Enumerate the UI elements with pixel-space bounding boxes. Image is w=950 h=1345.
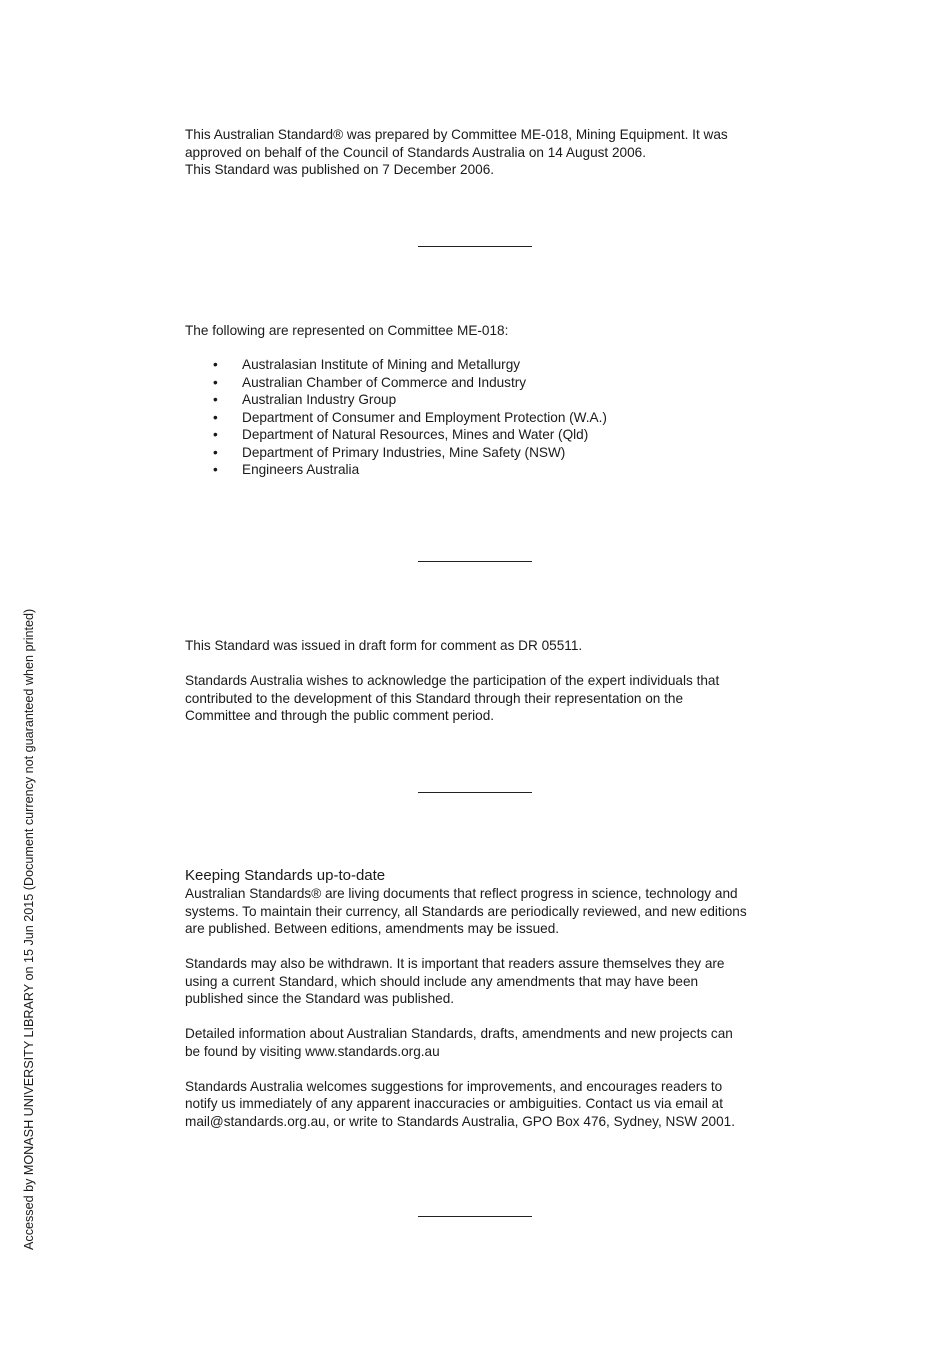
- bullet-icon: •: [213, 444, 218, 460]
- committee-member: Australasian Institute of Mining and Metallurgy: [242, 357, 521, 372]
- section-divider: [418, 561, 532, 562]
- committee-member: Department of Consumer and Employment Protection (W.A.): [242, 409, 607, 425]
- committee-member: Department of Primary Industries, Mine Safety (NSW): [242, 444, 566, 460]
- list-item: [185, 444, 607, 462]
- paragraph-line: be found by visiting www.standards.org.au: [185, 1043, 440, 1059]
- draft-notice: [185, 637, 785, 725]
- list-item: [185, 461, 607, 479]
- committee-intro: [185, 322, 785, 340]
- bullet-icon: •: [213, 357, 218, 372]
- preparation-notice: [185, 126, 785, 179]
- paragraph-line: notify us immediately of any apparent inaccuracies or ambiguities. Contact us via email at: [185, 1096, 723, 1111]
- preparation-line: This Australian Standard® was prepared by Committee ME-018, Mining Equipment. It was: [185, 127, 728, 142]
- bullet-icon: •: [213, 374, 218, 390]
- committee-member-list: [185, 356, 607, 479]
- section-divider: [418, 792, 532, 793]
- paragraph-line: published since the Standard was published.: [185, 991, 455, 1006]
- bullet-icon: •: [213, 392, 218, 407]
- bullet-icon: •: [213, 462, 218, 477]
- acknowledgement-line: Standards Australia wishes to acknowledge the participation of the expert individuals that: [185, 673, 720, 688]
- draft-issued-text: This Standard was issued in draft form for comment as DR 05511.: [185, 638, 583, 653]
- acknowledgement-line: Committee and through the public comment period.: [185, 708, 495, 723]
- committee-member: Australian Industry Group: [242, 392, 397, 407]
- section-heading: Keeping Standards up-to-date: [185, 867, 386, 884]
- list-item: [185, 374, 607, 392]
- list-item: [185, 356, 607, 374]
- paragraph-line: mail@standards.org.au, or write to Standards Australia, GPO Box 476, Sydney, NSW 2001.: [185, 1113, 736, 1129]
- committee-intro-text: The following are represented on Committee ME-018:: [185, 323, 509, 338]
- section-divider: [418, 246, 532, 247]
- preparation-line: This Standard was published on 7 December 2006.: [185, 162, 495, 177]
- acknowledgement-line: contributed to the development of this Standard through their representation on the: [185, 690, 684, 706]
- bullet-icon: •: [213, 427, 218, 442]
- committee-member: Engineers Australia: [242, 462, 360, 477]
- committee-member: Department of Natural Resources, Mines and Water (Qld): [242, 427, 589, 442]
- paragraph-line: Standards may also be withdrawn. It is important that readers assure themselves they are: [185, 956, 725, 971]
- preparation-line: approved on behalf of the Council of Standards Australia on 14 August 2006.: [185, 144, 647, 160]
- list-item: [185, 409, 607, 427]
- paragraph-line: are published. Between editions, amendments may be issued.: [185, 921, 560, 936]
- section-divider: [418, 1216, 532, 1217]
- uptodate-section: [185, 867, 785, 1130]
- access-notice: Accessed by MONASH UNIVERSITY LIBRARY on 15 Jun 2015 (Document currency not guaranteed when printed): [22, 608, 36, 1250]
- paragraph-line: Australian Standards® are living documents that reflect progress in science, technology and: [185, 886, 738, 901]
- list-item: [185, 391, 607, 409]
- paragraph-line: systems. To maintain their currency, all Standards are periodically reviewed, and new editions: [185, 903, 747, 919]
- committee-member: Australian Chamber of Commerce and Industry: [242, 374, 527, 390]
- paragraph-line: using a current Standard, which should include any amendments that may have been: [185, 973, 699, 989]
- paragraph-line: Standards Australia welcomes suggestions for improvements, and encourages readers to: [185, 1078, 723, 1094]
- list-item: [185, 426, 607, 444]
- bullet-icon: •: [213, 409, 218, 425]
- paragraph-line: Detailed information about Australian Standards, drafts, amendments and new projects can: [185, 1026, 733, 1041]
